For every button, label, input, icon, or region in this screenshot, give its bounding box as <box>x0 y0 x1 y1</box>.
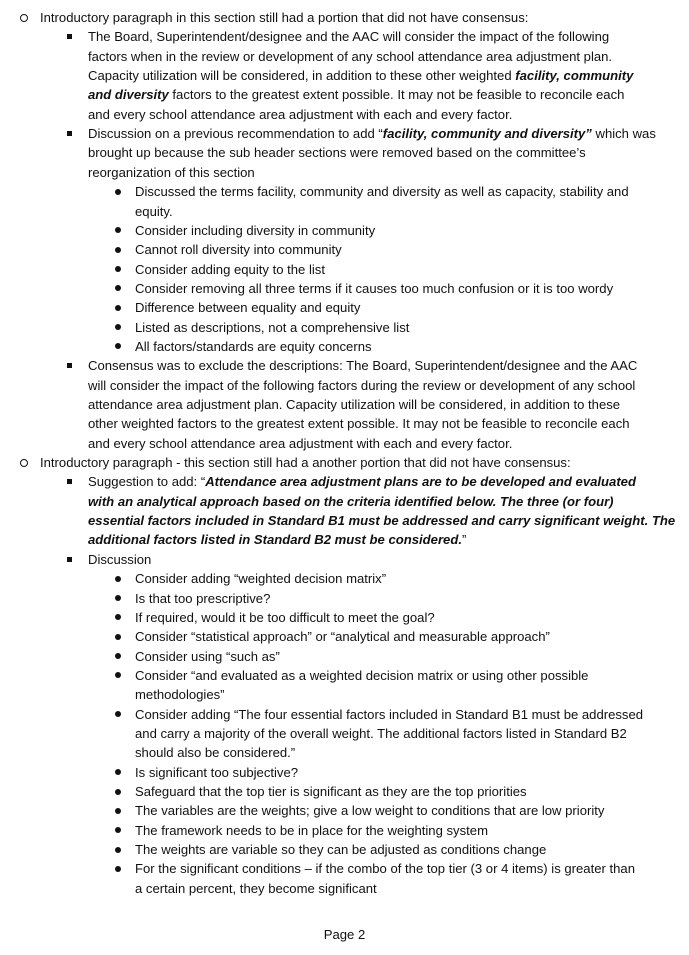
list-item-line <box>135 627 550 646</box>
list-item-line <box>135 589 270 608</box>
list-item-line <box>135 879 377 898</box>
dot-bullet-icon <box>115 866 121 872</box>
circle-bullet-icon <box>20 14 28 22</box>
list-item-line <box>135 240 342 259</box>
list-item-line <box>135 182 629 201</box>
list-item-line <box>135 279 613 298</box>
text-run: Consider “and evaluated as a weighted decision matrix or using other possible <box>135 667 589 683</box>
list-item-line <box>88 105 512 124</box>
emphasis-text: Attendance area adjustment plans are to be developed and evaluated <box>205 474 636 490</box>
text-run: Safeguard that the top tier is significant as they are the top priorities <box>135 784 527 799</box>
emphasis-text: facility, community <box>515 68 634 84</box>
text-run: Consider “statistical approach” or “analytical and measurable approach” <box>135 629 550 645</box>
list-item-line <box>88 27 609 46</box>
text-run: other weighted factors to the greatest extent possible. It may not be feasible to reconcile each <box>88 416 630 432</box>
list-item-line <box>135 859 635 878</box>
list-item-line <box>135 318 409 337</box>
dot-bullet-icon <box>115 305 121 311</box>
list-item-line <box>88 434 512 453</box>
list-item-line <box>135 763 298 782</box>
dot-bullet-icon <box>115 595 121 601</box>
list-item-line <box>135 569 386 588</box>
page-number: Page 2 <box>323 927 366 942</box>
list-item-line <box>88 376 635 395</box>
text-run: and carry a majority of the overall weight. The additional factors listed in Standard B2 <box>135 725 627 741</box>
square-bullet-icon <box>67 363 72 368</box>
list-item-line <box>88 530 466 549</box>
text-run: The framework needs to be in place for the weighting system <box>135 822 488 838</box>
text-run: Consider adding equity to the list <box>135 261 325 277</box>
list-item-line <box>88 163 255 182</box>
text-run: All factors/standards are equity concerns <box>135 338 372 354</box>
list-item-line <box>135 685 225 704</box>
text-run: equity. <box>135 203 173 219</box>
text-run: which was <box>591 126 656 142</box>
text-run: The variables are the weights; give a low weight to conditions that are low priority <box>135 803 605 819</box>
text-run: will consider the impact of the following factors during the review or development of any school <box>88 377 636 393</box>
text-run: methodologies” <box>135 687 225 703</box>
list-item-line <box>40 8 528 27</box>
text-run: Discussed the terms facility, community and diversity as well as capacity, stability and <box>135 184 629 200</box>
list-item-line <box>135 298 360 317</box>
list-item-line <box>135 743 295 762</box>
text-run: Is that too prescriptive? <box>135 590 271 606</box>
list-item-line <box>88 395 620 414</box>
list-item-line <box>88 124 656 143</box>
text-run: reorganization of this section <box>88 164 255 180</box>
emphasis-text: and diversity <box>88 87 169 103</box>
dot-bullet-icon <box>115 266 121 272</box>
emphasis-text: facility, community and diversity” <box>382 126 592 142</box>
list-item-line <box>88 47 612 66</box>
text-run: Introductory paragraph in this section still had a portion that did not have consensus: <box>40 10 529 25</box>
list-item-line <box>88 85 624 104</box>
list-item-line <box>135 821 488 840</box>
text-run: a certain percent, they become significant <box>135 880 377 896</box>
list-item-line <box>135 840 546 859</box>
dot-bullet-icon <box>115 189 121 195</box>
list-item-line <box>135 260 325 279</box>
square-bullet-icon <box>67 557 72 562</box>
text-run: Capacity utilization will be considered, in addition to these other weighted <box>88 68 516 84</box>
list-item-line <box>135 221 375 240</box>
text-run: should also be considered.” <box>135 745 296 761</box>
text-run: Consider adding “weighted decision matrix” <box>135 571 387 587</box>
dot-bullet-icon <box>115 847 121 853</box>
dot-bullet-icon <box>115 653 121 659</box>
dot-bullet-icon <box>115 576 121 582</box>
list-item-line <box>88 492 614 511</box>
text-run: Difference between equality and equity <box>135 300 361 316</box>
dot-bullet-icon <box>115 827 121 833</box>
text-run: factors to the greatest extent possible. It may not be feasible to reconcile each <box>168 87 625 103</box>
dot-bullet-icon <box>115 634 121 640</box>
text-run: attendance area adjustment plan. Capacity utilization will be considered, in addition to these <box>88 397 621 412</box>
dot-bullet-icon <box>115 614 121 620</box>
dot-bullet-icon <box>115 769 121 775</box>
list-item-line <box>135 647 280 666</box>
square-bullet-icon <box>67 479 72 484</box>
list-item-line <box>135 782 527 801</box>
list-item-line <box>135 705 643 724</box>
text-run: factors when in the review or development of any school attendance area adjustment plan. <box>88 48 613 64</box>
list-item-line <box>135 666 588 685</box>
text-run: Cannot roll diversity into community <box>135 242 342 258</box>
list-item-line <box>88 472 636 491</box>
text-run: Consider removing all three terms if it causes too much confusion or it is too wordy <box>135 280 614 296</box>
text-run: Is significant too subjective? <box>135 764 299 780</box>
text-run: and every school attendance area adjustment with each and every factor. <box>88 106 513 122</box>
list-item-line <box>135 608 435 627</box>
text-run: Consensus was to exclude the descriptions: The Board, Superintendent/designee and the AAC <box>88 358 638 374</box>
dot-bullet-icon <box>115 285 121 291</box>
list-item-line <box>88 356 637 375</box>
text-run: If required, would it be too difficult to meet the goal? <box>135 609 435 625</box>
text-run: ” <box>461 532 467 548</box>
dot-bullet-icon <box>115 247 121 253</box>
text-run: Introductory paragraph - this section still had a another portion that did not have consensus: <box>40 455 571 471</box>
dot-bullet-icon <box>115 343 121 349</box>
text-run: The weights are variable so they can be adjusted as conditions change <box>135 842 547 858</box>
text-run: and every school attendance area adjustment with each and every factor. <box>88 435 513 451</box>
dot-bullet-icon <box>115 808 121 814</box>
text-run: Listed as descriptions, not a comprehensive list <box>135 319 410 335</box>
list-item-line <box>135 801 604 820</box>
list-item-line <box>88 414 630 433</box>
square-bullet-icon <box>67 131 72 136</box>
text-run: Suggestion to add: “ <box>88 474 206 490</box>
dot-bullet-icon <box>115 324 121 330</box>
list-item-line <box>135 724 627 743</box>
text-run: For the significant conditions – if the combo of the top tier (3 or 4 items) is greater than <box>135 861 635 877</box>
emphasis-text: essential factors included in Standard B1 must be addressed and carry significant weight. The <box>88 513 676 529</box>
text-run: brought up because the sub header sections were removed based on the committee’s <box>88 145 586 161</box>
list-item-line <box>135 337 372 356</box>
list-item-line <box>88 66 633 85</box>
emphasis-text: with an analytical approach based on the criteria identified below. The three (or four) <box>88 493 614 509</box>
square-bullet-icon <box>67 34 72 39</box>
circle-bullet-icon <box>20 459 28 467</box>
text-run: Consider using “such as” <box>135 648 280 664</box>
text-run: Consider including diversity in community <box>135 222 376 238</box>
text-run: The Board, Superintendent/designee and the AAC will consider the impact of the following <box>88 29 610 45</box>
list-item-line <box>40 453 571 472</box>
dot-bullet-icon <box>115 672 121 678</box>
list-item-line <box>88 511 675 530</box>
dot-bullet-icon <box>115 789 121 795</box>
text-run: Discussion on a previous recommendation to add “ <box>88 126 383 142</box>
dot-bullet-icon <box>115 227 121 233</box>
dot-bullet-icon <box>115 711 121 717</box>
list-item-line <box>135 202 173 221</box>
list-item-line <box>88 143 586 162</box>
emphasis-text: additional factors listed in Standard B2 must be considered. <box>88 532 462 548</box>
text-run: Consider adding “The four essential factors included in Standard B1 must be addressed <box>135 706 644 722</box>
list-item-line <box>88 550 151 569</box>
text-run: Discussion <box>88 551 152 567</box>
